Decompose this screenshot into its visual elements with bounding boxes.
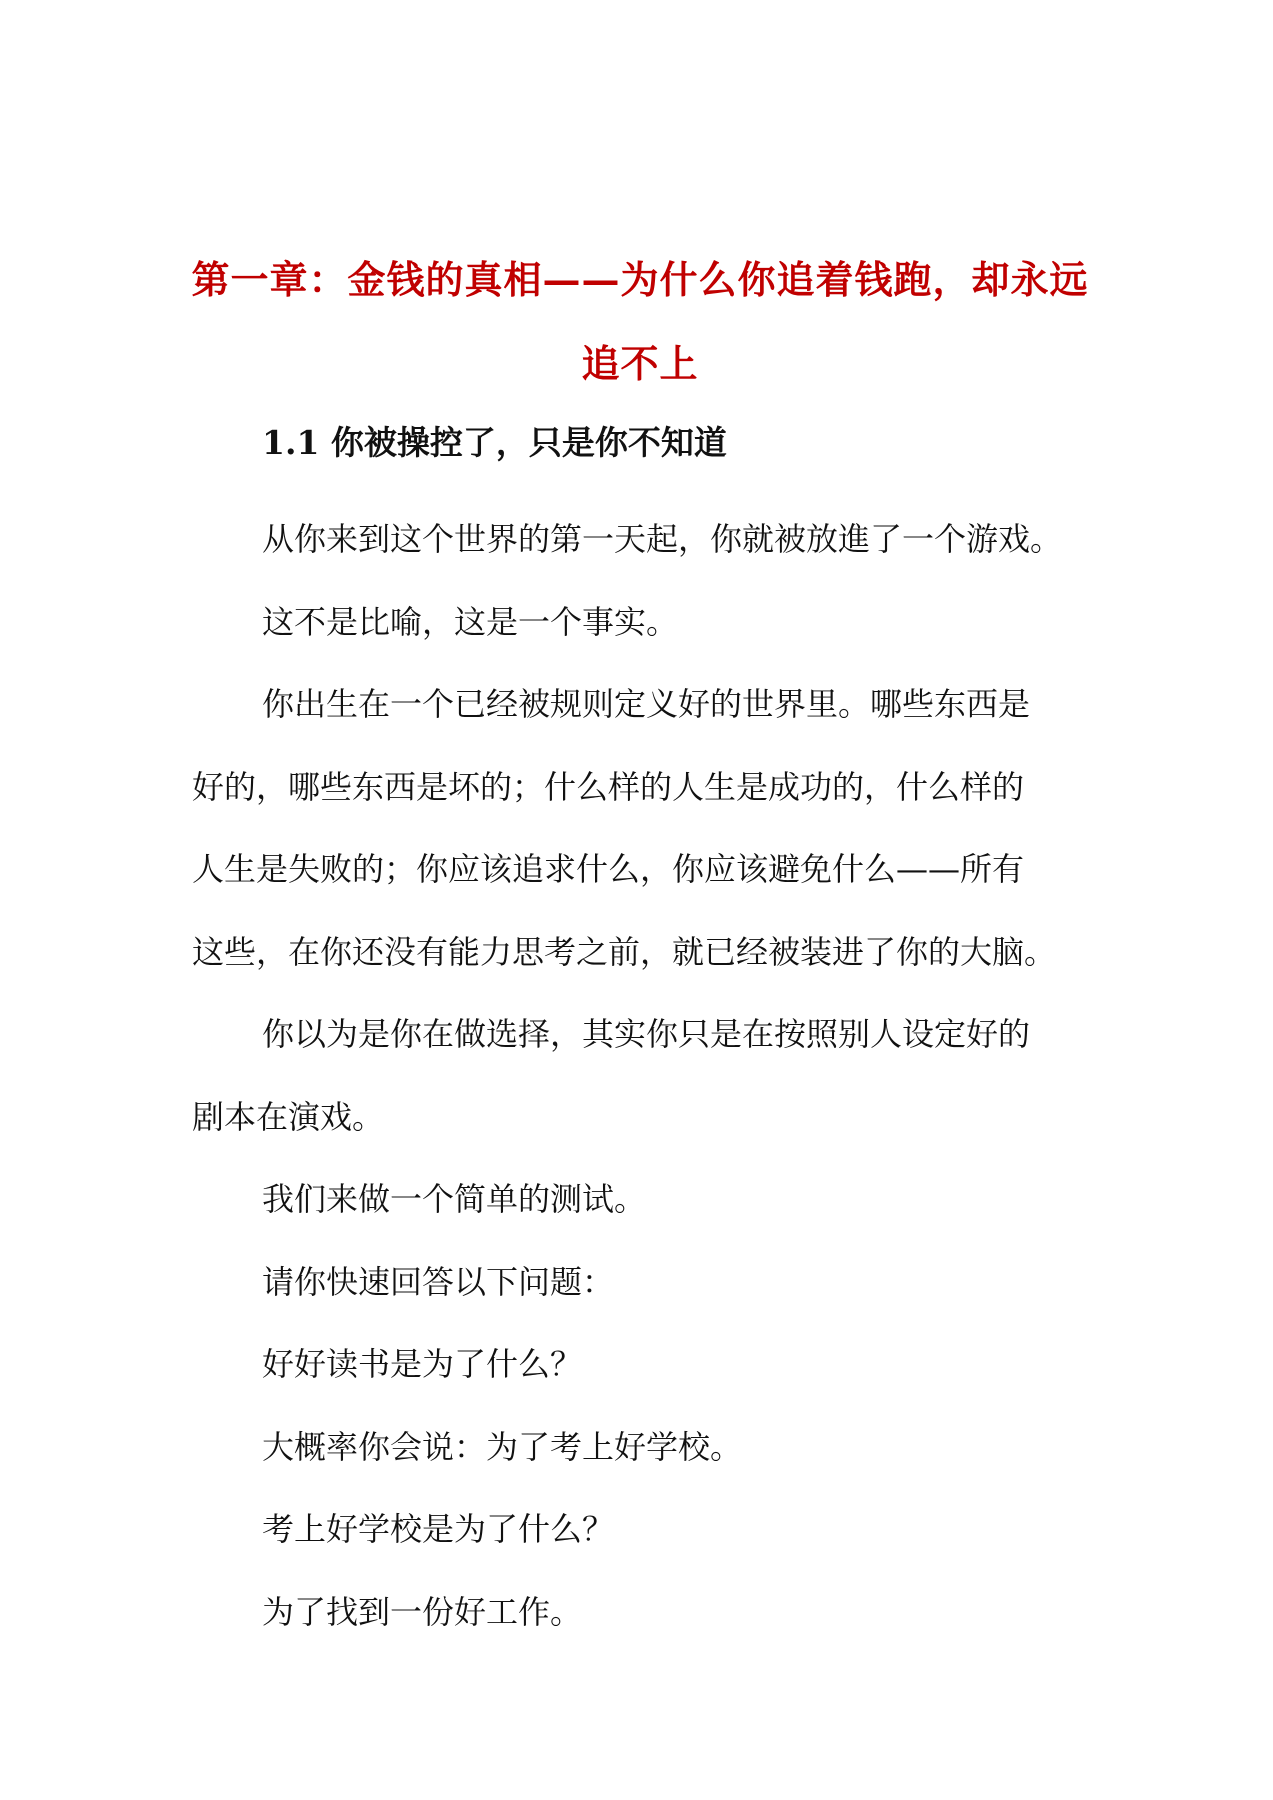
text-line: 这些，在你还没有能力思考之前，就已经被装进了你的大脑。	[192, 932, 1057, 971]
text-line: 你以为是你在做选择，其实你只是在按照别人设定好的	[262, 1015, 1031, 1053]
paragraph	[192, 1323, 1092, 1406]
chapter-title	[190, 238, 1090, 406]
body-text	[192, 498, 1092, 1653]
text-line: 从你来到这个世界的第一天起，你就被放進了一个游戏。	[262, 520, 1063, 558]
text-line: 请你快速回答以下问题：	[262, 1262, 615, 1301]
section-title: 1.1 你被操控了，只是你不知道	[262, 423, 727, 462]
paragraph	[192, 498, 1092, 581]
text-line: 好好读书是为了什么？	[262, 1345, 583, 1383]
chapter-title-line-2: 追不上	[581, 341, 699, 386]
text-line: 人生是失败的；你应该追求什么，你应该避免什么——所有	[192, 850, 1025, 888]
text-line: 我们来做一个简单的测试。	[262, 1180, 647, 1218]
paragraph	[192, 1241, 1092, 1324]
text-line: 好的，哪些东西是坏的；什么样的人生是成功的，什么样的	[192, 767, 1025, 806]
paragraph	[192, 581, 1092, 664]
text-line: 考上好学校是为了什么？	[262, 1510, 615, 1548]
paragraph	[192, 663, 1092, 993]
chapter-title-line-1: 第一章：金钱的真相——为什么你追着钱跑，却永远	[191, 257, 1089, 302]
paragraph	[192, 993, 1092, 1158]
paragraph	[192, 1158, 1092, 1241]
text-line: 为了找到一份好工作。	[262, 1592, 583, 1631]
text-line: 大概率你会说：为了考上好学校。	[262, 1427, 743, 1466]
paragraph	[192, 1406, 1092, 1489]
text-line: 剧本在演戏。	[192, 1097, 385, 1136]
text-line: 这不是比喻，这是一个事实。	[262, 602, 679, 641]
paragraph	[192, 1571, 1092, 1654]
text-line: 你出生在一个已经被规则定义好的世界里。哪些东西是	[262, 685, 1031, 723]
paragraph	[192, 1488, 1092, 1571]
